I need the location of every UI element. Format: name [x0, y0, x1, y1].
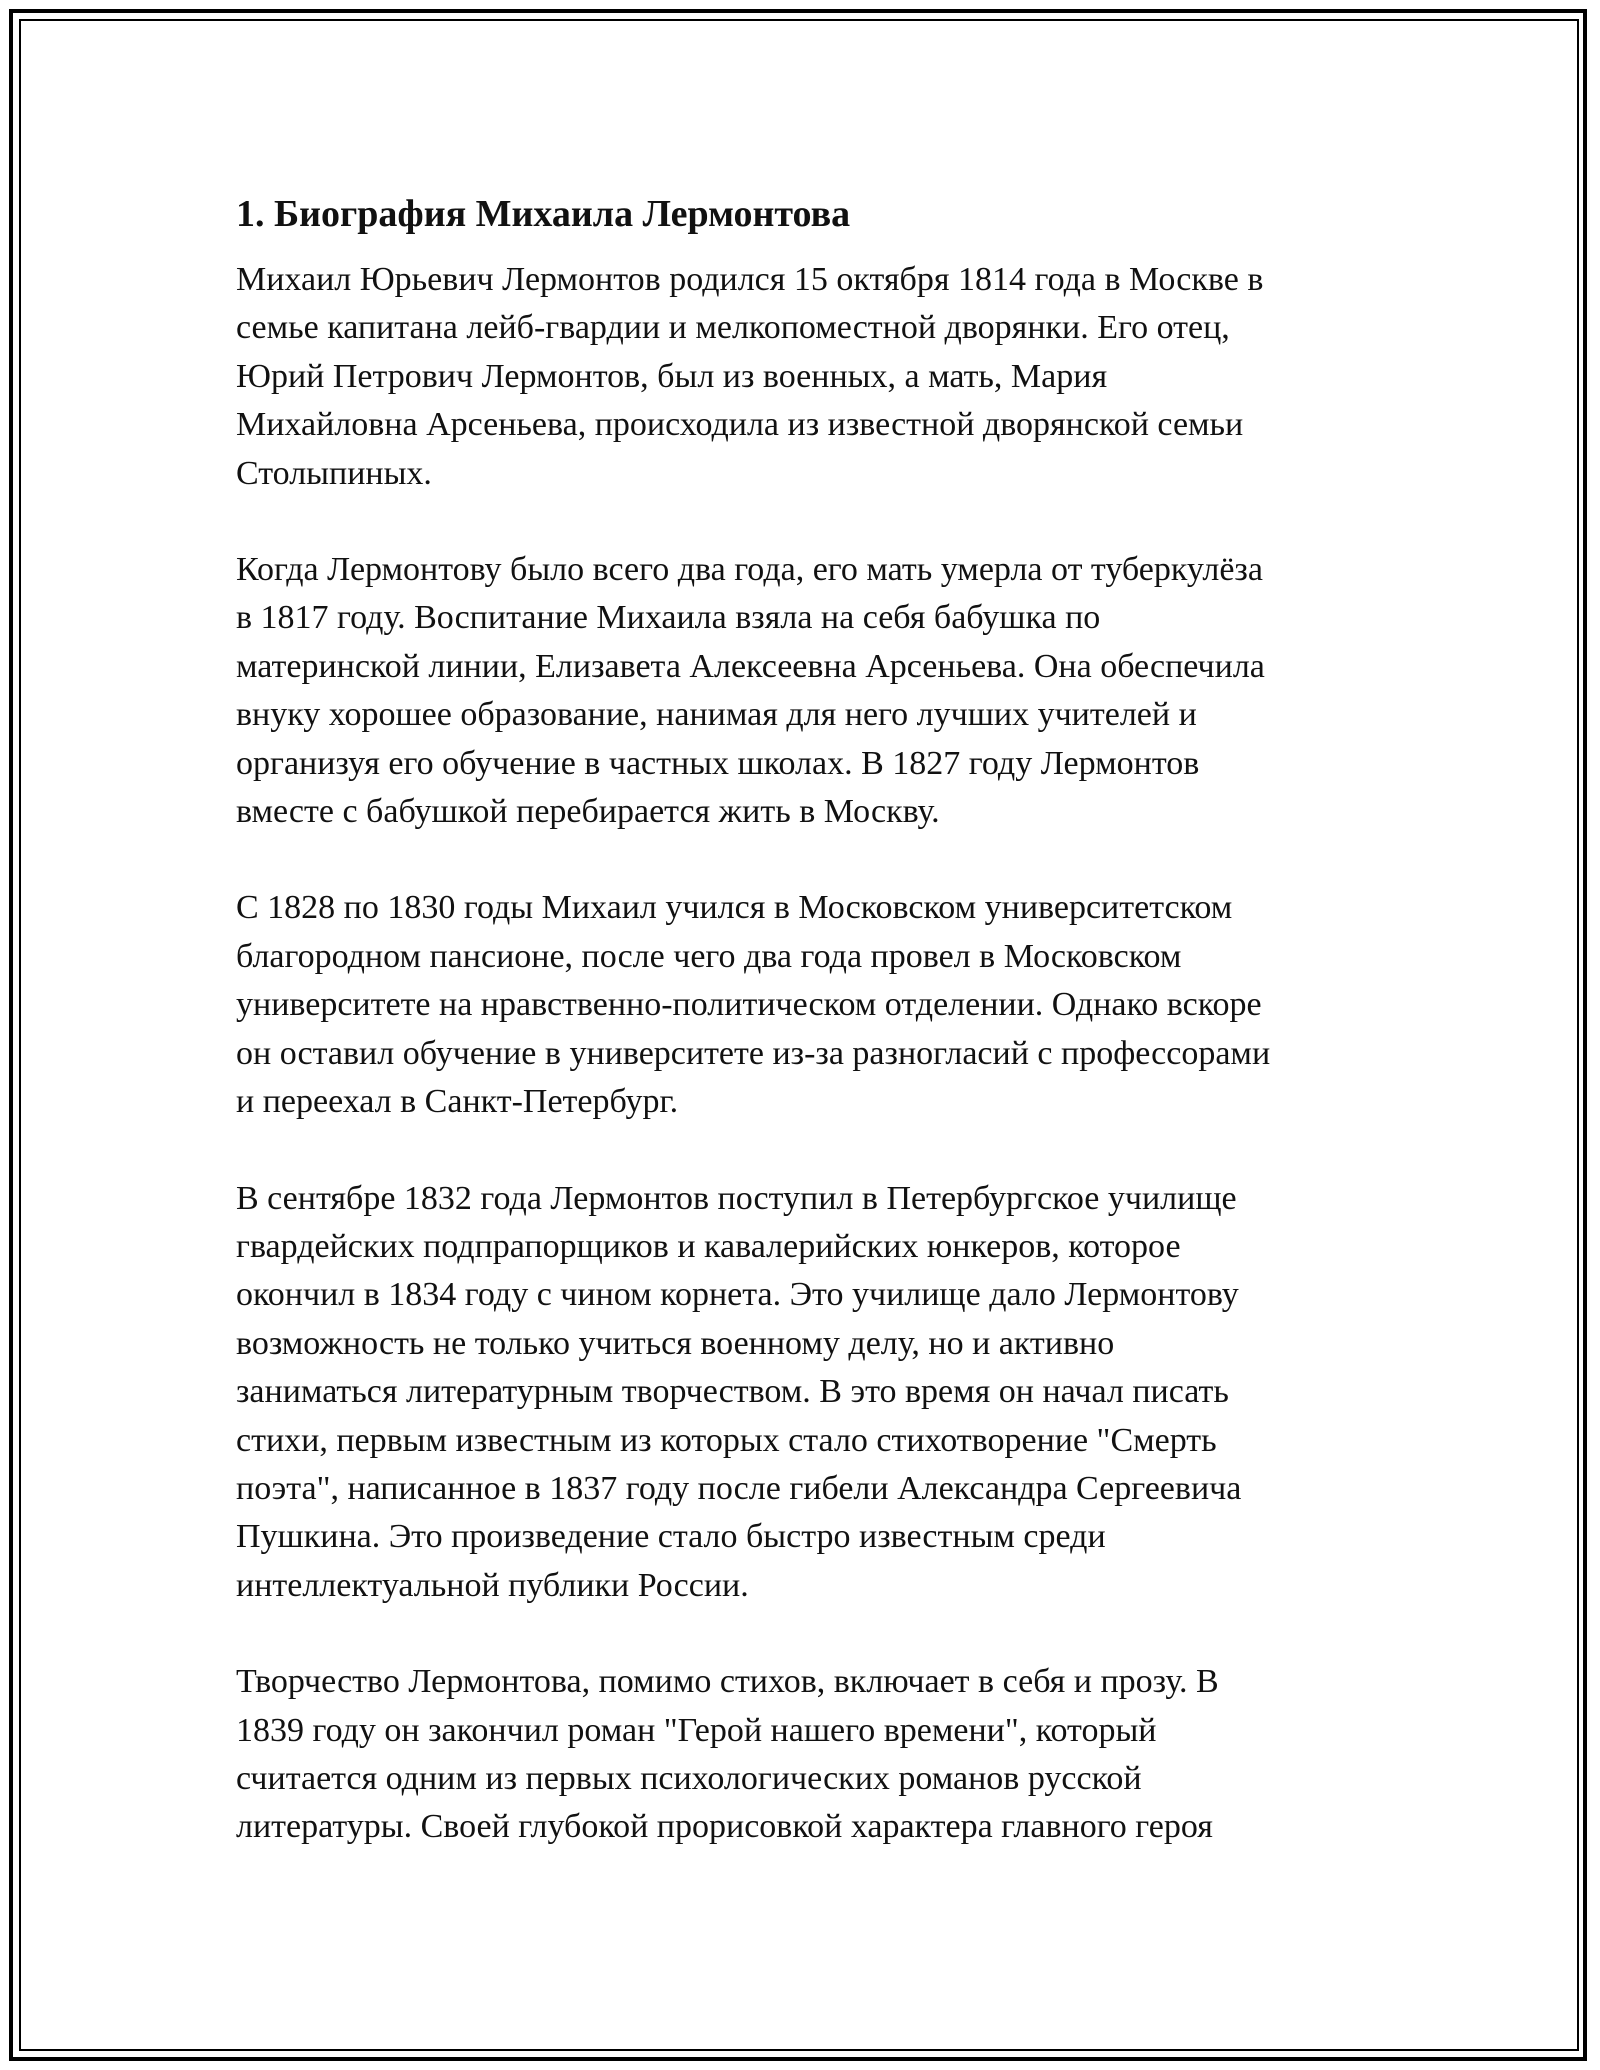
text-line: внуку хорошее образование, нанимая для него лучших учителей и	[236, 696, 1197, 734]
text-line: возможность не только учиться военному делу, но и активно	[236, 1324, 1115, 1362]
text-line: семье капитана лейб-гвардии и мелкопоместной дворянки. Его отец,	[236, 309, 1230, 347]
text-line: поэта", написанное в 1837 году после гибели Александра Сергеевича	[236, 1469, 1242, 1507]
text-line: окончил в 1834 году с чином корнета. Это училище дало Лермонтову	[236, 1276, 1239, 1314]
text-line: литературы. Своей глубокой прорисовкой характера главного героя	[236, 1808, 1213, 1846]
text-line: заниматься литературным творчеством. В это время он начал писать	[236, 1373, 1229, 1411]
text-line: Михаил Юрьевич Лермонтов родился 15 октября 1814 года в Москве в	[236, 261, 1264, 298]
text-line: Пушкина. Это произведение стало быстро известным среди	[236, 1518, 1106, 1556]
text-line: он оставил обучение в университете из-за разногласий с профессорами	[236, 1034, 1271, 1072]
document-body	[236, 186, 1376, 1900]
paragraph-education	[236, 884, 1376, 1126]
text-line: В сентябре 1832 года Лермонтов поступил в Петербургское училище	[236, 1179, 1237, 1217]
text-line: благородном пансионе, после чего два года провел в Московском	[236, 937, 1182, 975]
text-line: вместе с бабушкой перебирается жить в Москву.	[236, 793, 940, 831]
paragraph-birth	[236, 256, 1376, 498]
text-line: 1839 году он закончил роман "Герой нашего времени", который	[236, 1711, 1157, 1749]
paragraph-military-school	[236, 1175, 1376, 1611]
text-line: Юрий Петрович Лермонтов, был из военных, а мать, Мария	[236, 357, 1108, 395]
text-line: и переехал в Санкт-Петербург.	[236, 1083, 679, 1121]
text-line: Столыпиных.	[236, 454, 432, 492]
text-line: организуя его обучение в частных школах. В 1827 году Лермонтов	[236, 744, 1200, 782]
paragraph-creativity	[236, 1658, 1376, 1852]
text-line: считается одним из первых психологических романов русской	[236, 1759, 1142, 1797]
text-line: стихи, первым известным из которых стало стихотворение "Смерть	[236, 1421, 1217, 1459]
paragraph-childhood	[236, 546, 1376, 836]
text-line: гвардейских подпрапорщиков и кавалерийских юнкеров, которое	[236, 1227, 1181, 1265]
text-line: интеллектуальной публики России.	[236, 1566, 749, 1604]
text-line: Творчество Лермонтова, помимо стихов, включает в себя и прозу. В	[236, 1663, 1219, 1701]
text-line: в 1817 году. Воспитание Михаила взяла на себя бабушка по	[236, 599, 1101, 637]
text-line: университете на нравственно-политическом отделении. Однако вскоре	[236, 986, 1262, 1024]
section-heading: 1. Биография Михаила Лермонтова	[236, 193, 851, 235]
text-line: Когда Лермонтову было всего два года, его мать умерла от туберкулёза	[236, 551, 1263, 589]
text-line: Михайловна Арсеньева, происходила из известной дворянской семьи	[236, 406, 1244, 444]
text-line: материнской линии, Елизавета Алексеевна Арсеньева. Она обеспечила	[236, 647, 1265, 685]
text-line: С 1828 по 1830 годы Михаил учился в Московском университетском	[236, 889, 1233, 927]
